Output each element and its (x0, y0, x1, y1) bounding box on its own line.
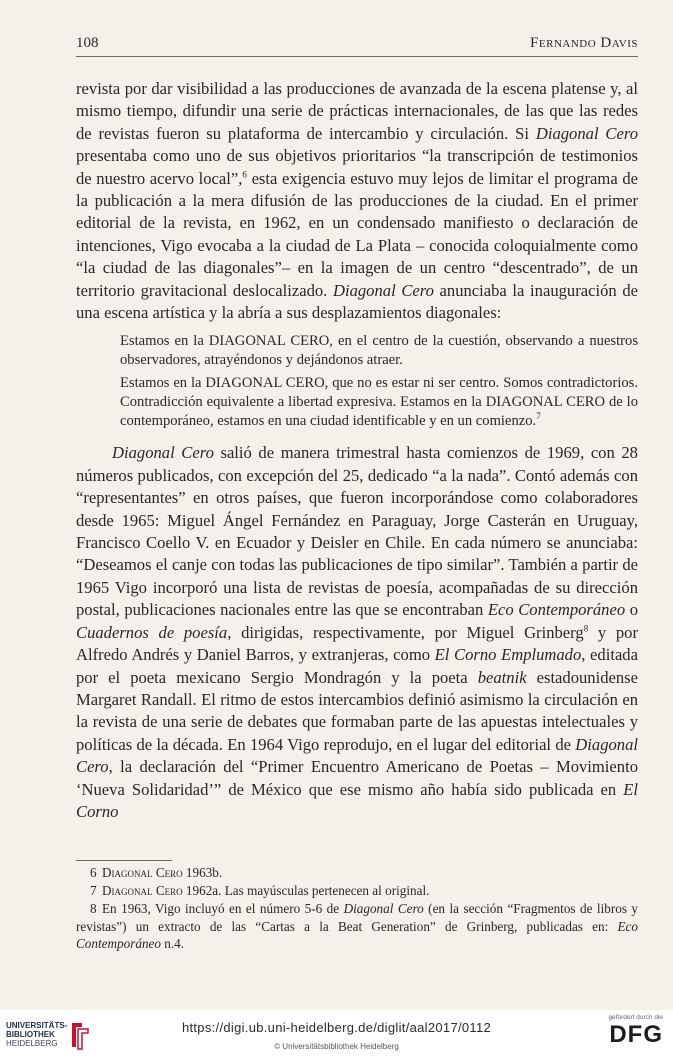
footnote-divider (76, 860, 172, 861)
footnote-6: 6 Diagonal Cero 1963b. (90, 865, 223, 880)
dfg-logo[interactable] (589, 1014, 663, 1054)
footnotes (76, 864, 638, 953)
library-name: UNIVERSITÄTS- BIBLIOTHEK HEIDELBERG (6, 1021, 68, 1048)
block-quote (120, 332, 638, 430)
footnote-ref-6[interactable]: 6 (242, 169, 247, 180)
footnote-8: 8 En 1963, Vigo incluyó en el número 5-6 de Diagonal Cero (en la sección “Fragmentos de libros y revistas”) un extracto de las “Cartas a la Beat Generation” de Grinberg, publicadas en: Eco Contemporáneo n.4. (76, 901, 638, 951)
main-text (76, 78, 638, 823)
footnote-ref-7[interactable]: 7 (536, 410, 541, 421)
journal-title: Diagonal Cero (535, 123, 638, 143)
paragraph-2: Diagonal Cero salió de manera trimestral hasta comienzos de 1969, con 28 números publicados, con excepción del 25, dedicado “a la nada”. Contó además con “representantes” en otros países, que fueron incorporándose como colaboradores desde 1965: Miguel Ángel Fernández en Paraguay, Jorge Casterán en Uruguay, Francisco Coello V. en Ecuador y Deisler en Chile. En cada número se anunciaba: “Deseamos el canje con todas las publicaciones de tipo similar”. También a partir de 1965 Vigo incorporó una lista de revistas de poesía, acompañadas de su dirección postal, publicaciones nacionales entre las que se encontraban Eco Contemporáneo o Cuadernos de poesía, dirigidas, respectivamente, por Miguel Grinberg$^8$ y por Alfredo Andrés y Daniel Barros, y extranjeras, como El Corno Emplumado, editada por el poeta mexicano Sergio Mondragón y la poeta beatnik estadounidense Margaret Randall. El ritmo de estos intercambios definió asimismo la circulación en la revista de una serie de debates que formaban parte de las apuestas intelectuales y políticas de la década. En 1964 Vigo reprodujo, en el lugar del editorial de Diagonal Cero, la declaración del “Primer Encuentro Americano de Poetas – Movimiento ‘Nueva Solidaridad’” de México que ese mismo año había sido publicada en El Corno (76, 443, 638, 821)
journal-title: Diagonal Cero (332, 280, 434, 300)
paragraph-1: revista por dar visibilidad a las producciones de avanzada de la escena platense y, al mismo tiempo, difundir una serie de prácticas internacionales, de las que las redes de revistas fueron su plataforma de intercambio y circulación. Si Diagonal Cero presentaba como uno de sus objetivos prioritarios “la transcripción de testimonios de nuestro acervo local”,$^6$ esta exigencia estuvo muy lejos de limitar el programa de la publicación a la mera difusión de las producciones de la ciudad. En el primer editorial de la revista, en 1962, en un condensado manifiesto o declaración de intenciones, Vigo evocaba a la ciudad de La Plata – conocida coloquialmente como “la ciudad de las diagonales”– en la imagen de un centro “descentrado”, de un territorio gravitacional deslocalizado. Diagonal Cero anunciaba la inauguración de una escena artística y la abría a sus desplazamientos diagonales: (76, 79, 638, 323)
quote-paragraph-1: Estamos en la DIAGONAL CERO, en el centro de la cuestión, observando a nuestros observadores, atrayéndonos y dejándonos atraer. (120, 333, 638, 369)
page-number: 108 (76, 35, 99, 51)
dfg-wordmark: DFG (609, 1021, 663, 1048)
footnote-ref-8[interactable]: 8 (583, 623, 589, 634)
quote-paragraph-2: Estamos en la DIAGONAL CERO, que no es estar ni ser centro. Somos contradictorios. Contradicción equivalente a libertad expresiva. Estamos en la DIAGONAL CERO de lo contemporáneo, estamos en una ciudad identificable y en un comienzo.$^7$ (120, 375, 638, 429)
dfg-caption: gefördert durch die (608, 1014, 663, 1021)
footnote-7: 7 Diagonal Cero 1962a. Las mayúsculas pertenecen al original. (90, 883, 430, 899)
copyright-notice: © Universitätsbibliothek Heidelberg (274, 1042, 399, 1051)
running-head: Fernando Davis (530, 35, 638, 51)
permalink[interactable]: https://digi.ub.uni-heidelberg.de/diglit/aal2017/0112 (181, 1020, 492, 1035)
viewer-footer (0, 1010, 673, 1059)
page-header (76, 32, 638, 57)
journal-title: Diagonal Cero (112, 443, 214, 463)
